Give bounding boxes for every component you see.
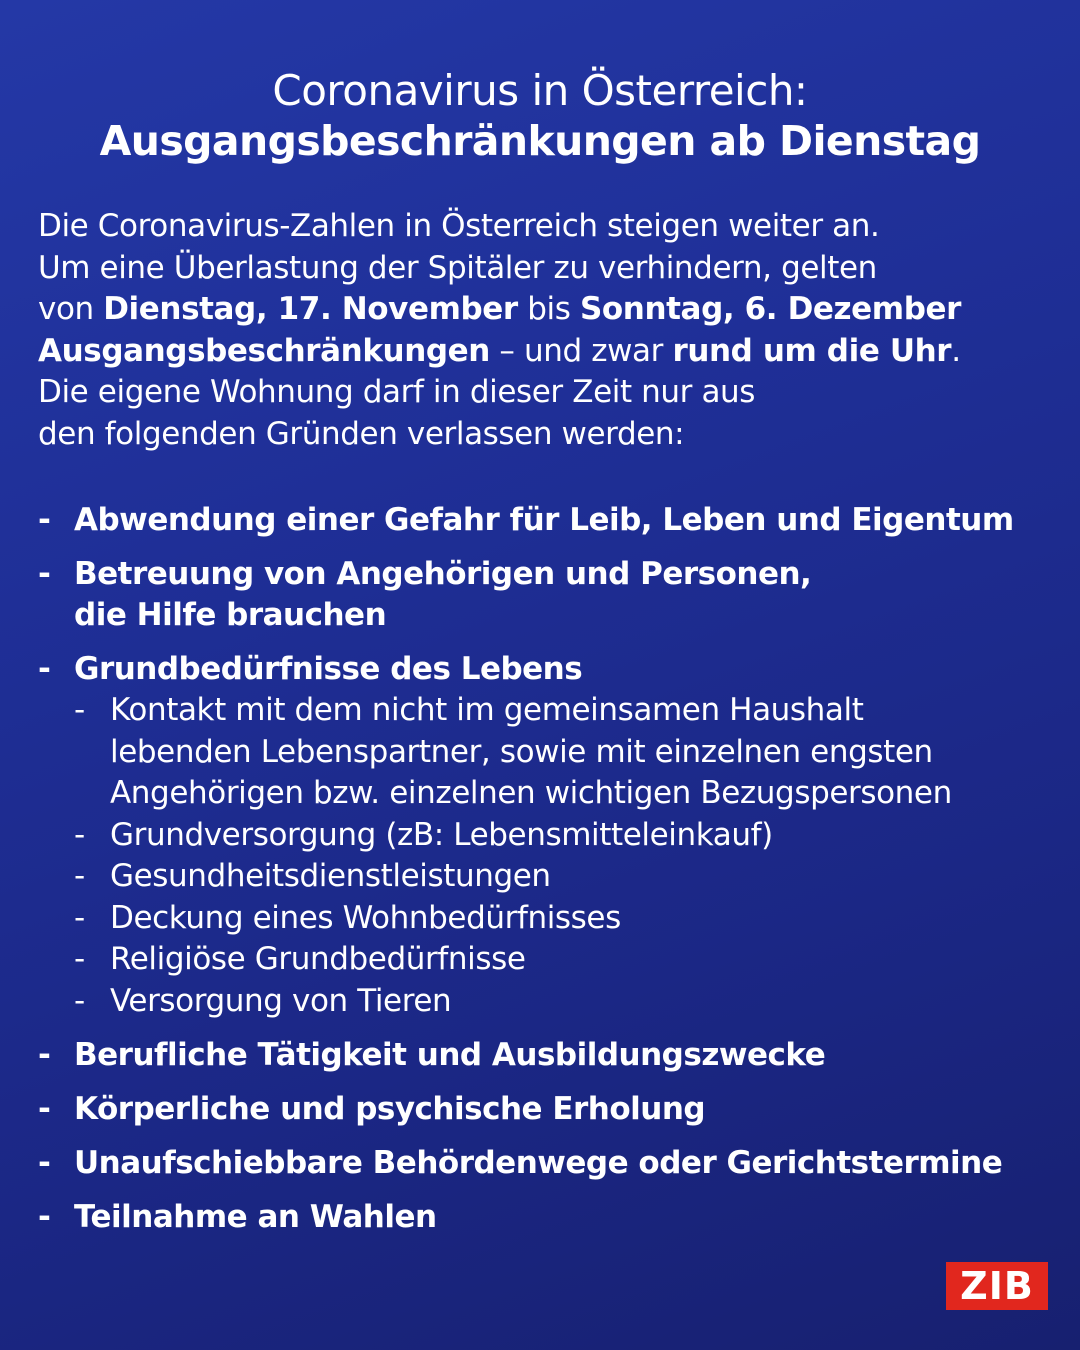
sublist-item-text: Kontakt mit dem nicht im gemeinsamen Haushalt <box>110 692 864 728</box>
list-item <box>38 1143 1068 1184</box>
list-item-text: Grundbedürfnisse des Lebens <box>74 651 583 687</box>
sublist-item-text: Grundversorgung (zB: Lebensmitteleinkauf) <box>110 816 773 853</box>
intro-line-5: Die eigene Wohnung darf in dieser Zeit nur aus <box>38 374 756 410</box>
bullet-dash: - <box>38 1199 51 1235</box>
list-item <box>38 500 1068 541</box>
sublist-item-text: Deckung eines Wohnbedürfnisses <box>110 899 621 936</box>
list-item-text: die Hilfe brauchen <box>74 597 387 633</box>
bullet-dash: - <box>38 556 51 592</box>
list-item <box>38 1089 1068 1130</box>
reasons-list <box>38 500 1068 1251</box>
intro-line-3-text-c: bis <box>517 291 580 327</box>
sublist-item-text: Angehörigen bzw. einzelnen wichtigen Bezugspersonen <box>110 775 952 811</box>
sublist-item <box>74 690 1068 815</box>
sublist-item <box>74 898 1068 940</box>
list-item-text: Berufliche Tätigkeit und Ausbildungszwecke <box>74 1037 826 1073</box>
intro-start-date: Dienstag, 17. November <box>103 291 518 327</box>
sublist-item <box>74 939 1068 981</box>
intro-around-the-clock: rund um die Uhr <box>672 332 952 369</box>
zib-logo: ZIB <box>946 1262 1048 1310</box>
bullet-dash: - <box>38 1037 51 1073</box>
list-item <box>38 554 1068 636</box>
list-item-text: Unaufschiebbare Behördenwege oder Gerichtstermine <box>74 1145 1003 1181</box>
intro-line-6: den folgenden Gründen verlassen werden: <box>38 415 685 452</box>
page-header <box>0 66 1080 166</box>
bullet-dash: - <box>38 502 51 538</box>
page-title-line1: Coronavirus in Österreich: <box>272 66 808 115</box>
bullet-dash: - <box>74 858 85 894</box>
sublist-item-text: lebenden Lebenspartner, sowie mit einzelnen engsten <box>110 733 933 770</box>
intro-end-date: Sonntag, 6. Dezember <box>579 291 961 327</box>
intro-line-1: Die Coronavirus-Zahlen in Österreich steigen weiter an. <box>38 208 880 244</box>
intro-line-2: Um eine Überlastung der Spitäler zu verhindern, gelten <box>38 249 877 286</box>
bullet-dash: - <box>38 1091 51 1127</box>
bullet-dash: - <box>74 692 85 728</box>
sublist-item <box>74 856 1068 898</box>
page-title-line2: Ausgangsbeschränkungen ab Dienstag <box>99 117 981 165</box>
intro-line-4 <box>38 331 1048 373</box>
intro-paragraph <box>38 206 1048 455</box>
sublist-item-text: Religiöse Grundbedürfnisse <box>110 941 526 977</box>
list-item <box>38 1035 1068 1076</box>
bullet-dash: - <box>74 941 85 977</box>
list-item <box>38 1197 1068 1238</box>
list-item <box>38 649 1068 690</box>
sublist-item-text: Versorgung von Tieren <box>110 982 452 1019</box>
list-item-text: Teilnahme an Wahlen <box>74 1199 437 1235</box>
bullet-dash: - <box>74 982 85 1019</box>
sublist-item <box>74 981 1068 1023</box>
intro-line-4-period: . <box>951 332 961 369</box>
list-item-text: Betreuung von Angehörigen und Personen, <box>74 556 812 592</box>
sublist-item-text: Gesundheitsdienstleistungen <box>110 858 551 894</box>
intro-restrictions-term: Ausgangsbeschränkungen <box>38 332 490 369</box>
bullet-dash: - <box>74 899 85 936</box>
list-item-text: Körperliche und psychische Erholung <box>74 1091 706 1127</box>
sublist-item <box>74 815 1068 857</box>
bullet-dash: - <box>38 651 51 687</box>
intro-line-3 <box>38 289 1048 331</box>
intro-line-3-text-a: von <box>38 291 104 327</box>
intro-line-4-text-b: – und zwar <box>489 332 673 369</box>
bullet-dash: - <box>74 816 85 853</box>
bullet-dash: - <box>38 1145 51 1181</box>
list-item-text: Abwendung einer Gefahr für Leib, Leben und Eigentum <box>74 502 1014 538</box>
basic-needs-sublist <box>74 690 1068 1022</box>
